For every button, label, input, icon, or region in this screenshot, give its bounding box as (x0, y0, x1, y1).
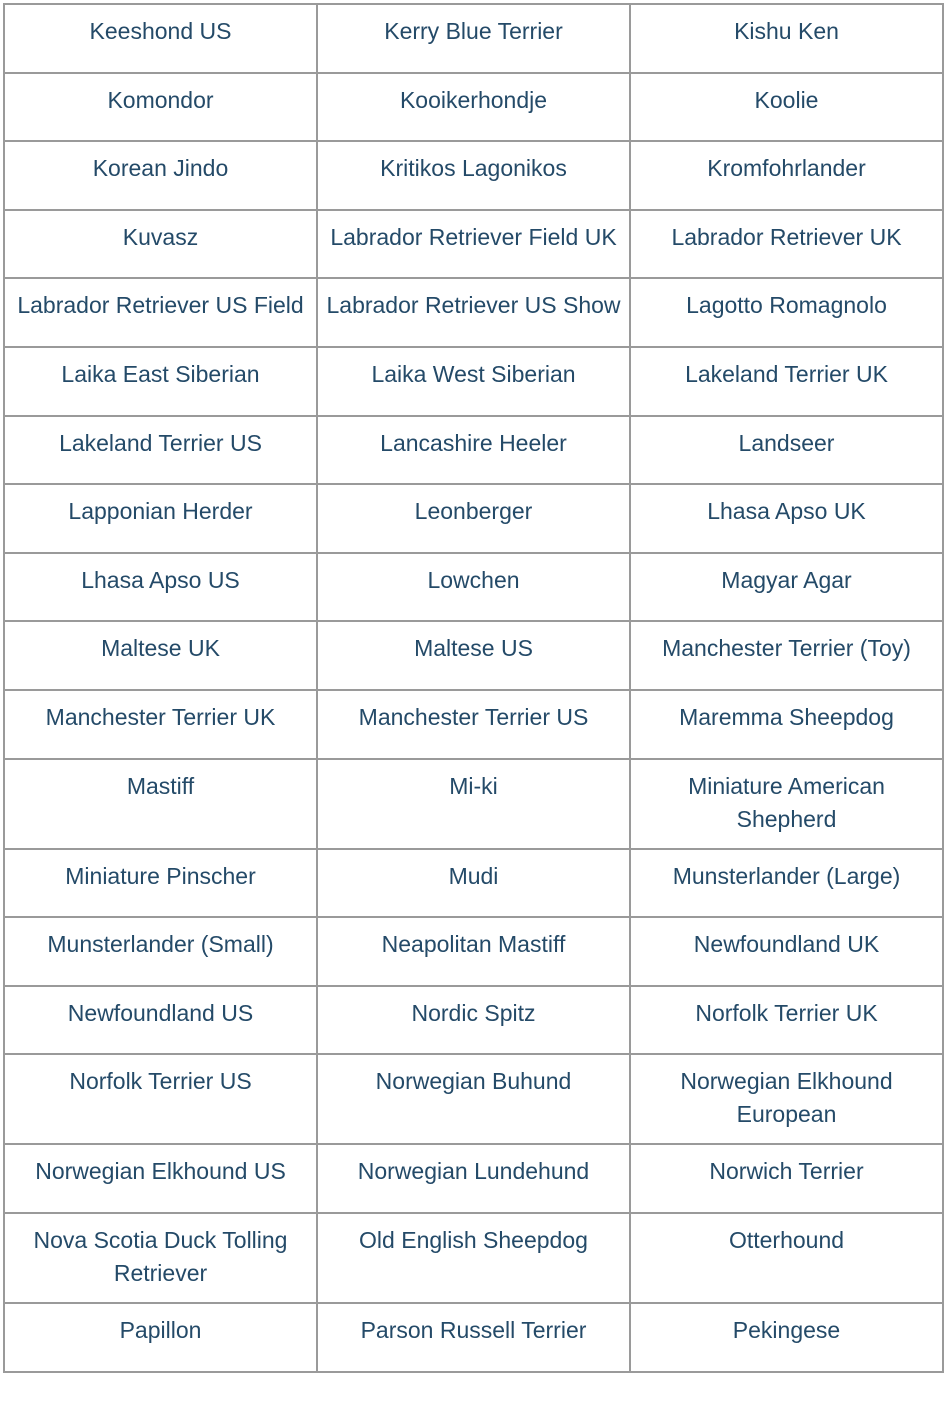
table-cell: Landseer (630, 416, 943, 485)
table-cell: Norfolk Terrier UK (630, 986, 943, 1055)
table-row (4, 690, 943, 759)
table-cell: Maltese UK (4, 621, 317, 690)
table-cell: Manchester Terrier US (317, 690, 630, 759)
table-cell: Munsterlander (Large) (630, 849, 943, 918)
table-cell: Mastiff (4, 759, 317, 849)
table-row (4, 759, 943, 849)
table-cell: Norwegian Elkhound US (4, 1144, 317, 1213)
table-row (4, 73, 943, 142)
table-cell: Papillon (4, 1303, 317, 1372)
table-cell: Newfoundland US (4, 986, 317, 1055)
table-cell: Mi-ki (317, 759, 630, 849)
table-row (4, 210, 943, 279)
table-cell: Lagotto Romagnolo (630, 278, 943, 347)
table-row (4, 1303, 943, 1372)
table-cell: Korean Jindo (4, 141, 317, 210)
table-cell: Lakeland Terrier US (4, 416, 317, 485)
table-row (4, 141, 943, 210)
table-cell: Parson Russell Terrier (317, 1303, 630, 1372)
table-cell: Maltese US (317, 621, 630, 690)
table-row (4, 986, 943, 1055)
table-cell: Miniature American Shepherd (630, 759, 943, 849)
table-row (4, 4, 943, 73)
table-row (4, 849, 943, 918)
table-cell: Norwich Terrier (630, 1144, 943, 1213)
table-cell: Kishu Ken (630, 4, 943, 73)
table-cell: Pekingese (630, 1303, 943, 1372)
table-row (4, 1144, 943, 1213)
table-cell: Magyar Agar (630, 553, 943, 622)
table-cell: Kuvasz (4, 210, 317, 279)
table-cell: Lhasa Apso UK (630, 484, 943, 553)
table-cell: Labrador Retriever US Field (4, 278, 317, 347)
breed-table-body (4, 4, 943, 1372)
table-cell: Norwegian Lundehund (317, 1144, 630, 1213)
table-row (4, 917, 943, 986)
table-cell: Kromfohrlander (630, 141, 943, 210)
table-cell: Neapolitan Mastiff (317, 917, 630, 986)
table-cell: Lowchen (317, 553, 630, 622)
table-row (4, 347, 943, 416)
table-cell: Norfolk Terrier US (4, 1054, 317, 1144)
table-cell: Kritikos Lagonikos (317, 141, 630, 210)
table-cell: Newfoundland UK (630, 917, 943, 986)
table-cell: Old English Sheepdog (317, 1213, 630, 1303)
table-cell: Maremma Sheepdog (630, 690, 943, 759)
table-cell: Otterhound (630, 1213, 943, 1303)
table-cell: Lapponian Herder (4, 484, 317, 553)
table-cell: Laika East Siberian (4, 347, 317, 416)
table-cell: Labrador Retriever UK (630, 210, 943, 279)
table-cell: Lancashire Heeler (317, 416, 630, 485)
table-cell: Norwegian Elkhound European (630, 1054, 943, 1144)
table-cell: Koolie (630, 73, 943, 142)
table-cell: Leonberger (317, 484, 630, 553)
table-row (4, 484, 943, 553)
table-row (4, 1213, 943, 1303)
table-cell: Laika West Siberian (317, 347, 630, 416)
table-cell: Manchester Terrier UK (4, 690, 317, 759)
table-cell: Labrador Retriever US Show (317, 278, 630, 347)
table-cell: Lakeland Terrier UK (630, 347, 943, 416)
table-cell: Manchester Terrier (Toy) (630, 621, 943, 690)
table-cell: Norwegian Buhund (317, 1054, 630, 1144)
table-cell: Kerry Blue Terrier (317, 4, 630, 73)
table-row (4, 416, 943, 485)
table-row (4, 278, 943, 347)
table-cell: Munsterlander (Small) (4, 917, 317, 986)
breed-table (3, 3, 944, 1373)
table-row (4, 1054, 943, 1144)
table-cell: Komondor (4, 73, 317, 142)
table-cell: Miniature Pinscher (4, 849, 317, 918)
table-cell: Kooikerhondje (317, 73, 630, 142)
table-cell: Keeshond US (4, 4, 317, 73)
table-cell: Labrador Retriever Field UK (317, 210, 630, 279)
table-cell: Nordic Spitz (317, 986, 630, 1055)
table-row (4, 553, 943, 622)
table-row (4, 621, 943, 690)
table-cell: Mudi (317, 849, 630, 918)
table-cell: Lhasa Apso US (4, 553, 317, 622)
table-cell: Nova Scotia Duck Tolling Retriever (4, 1213, 317, 1303)
